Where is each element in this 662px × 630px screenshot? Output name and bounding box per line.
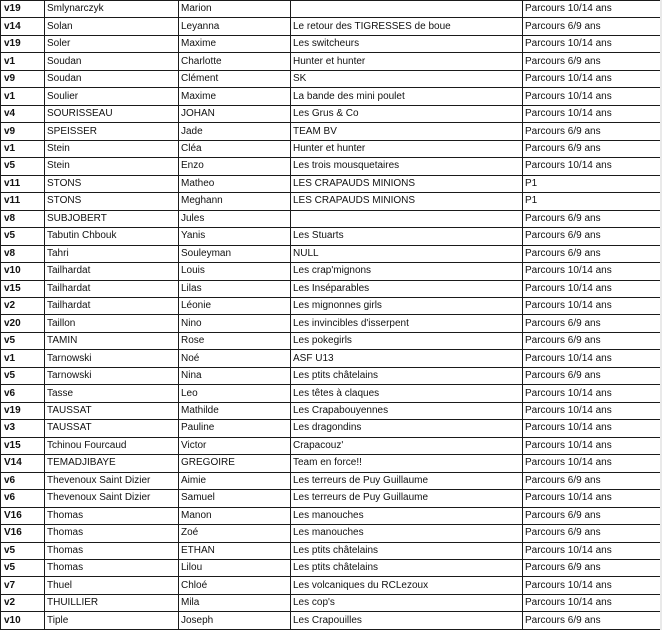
first-name-cell[interactable]: Chloé [179,577,291,594]
course-cell[interactable]: Parcours 6/9 ans [523,315,661,332]
table-row [1,1,661,18]
group-cell[interactable]: v5 [1,367,45,384]
team-cell[interactable] [291,1,523,18]
team-cell[interactable]: Les Grus & Co [291,105,523,122]
group-cell[interactable]: v20 [1,315,45,332]
course-cell[interactable]: Parcours 10/14 ans [523,420,661,437]
table-row [1,594,661,611]
team-cell[interactable]: Les ptits châtelains [291,542,523,559]
group-cell[interactable]: v15 [1,280,45,297]
last-name-cell[interactable]: Solan [45,18,179,35]
first-name-cell[interactable]: GREGOIRE [179,455,291,472]
last-name-cell[interactable]: Tarnowski [45,367,179,384]
table-row [1,35,661,52]
first-name-cell[interactable]: Charlotte [179,53,291,70]
last-name-cell[interactable]: Tarnowski [45,350,179,367]
table-row [1,577,661,594]
table-row [1,263,661,280]
group-cell[interactable]: v9 [1,70,45,87]
first-name-cell[interactable]: Jade [179,123,291,140]
course-cell[interactable]: Parcours 6/9 ans [523,228,661,245]
last-name-cell[interactable]: Tailhardat [45,297,179,314]
group-cell[interactable]: v14 [1,18,45,35]
last-name-cell[interactable]: Thomas [45,525,179,542]
group-cell[interactable]: v6 [1,490,45,507]
last-name-cell[interactable]: Thomas [45,560,179,577]
group-cell[interactable]: V16 [1,507,45,524]
group-cell[interactable]: v5 [1,332,45,349]
group-cell[interactable]: v4 [1,105,45,122]
team-cell[interactable]: Les Inséparables [291,280,523,297]
course-cell[interactable]: Parcours 6/9 ans [523,53,661,70]
table-row [1,88,661,105]
first-name-cell[interactable]: Nino [179,315,291,332]
first-name-cell[interactable]: Meghann [179,193,291,210]
course-cell[interactable]: Parcours 10/14 ans [523,437,661,454]
first-name-cell[interactable]: Zoé [179,525,291,542]
table-row [1,175,661,192]
first-name-cell[interactable]: Leo [179,385,291,402]
team-cell[interactable]: Les terreurs de Puy Guillaume [291,490,523,507]
group-cell[interactable]: v2 [1,594,45,611]
table-row [1,350,661,367]
last-name-cell[interactable]: THUILLIER [45,594,179,611]
group-cell[interactable]: v11 [1,193,45,210]
team-cell[interactable]: LES CRAPAUDS MINIONS [291,193,523,210]
course-cell[interactable]: Parcours 6/9 ans [523,367,661,384]
group-cell[interactable]: v8 [1,210,45,227]
first-name-cell[interactable]: ETHAN [179,542,291,559]
table-row [1,490,661,507]
team-cell[interactable]: Le retour des TIGRESSES de boue [291,18,523,35]
last-name-cell[interactable]: Tahri [45,245,179,262]
table-row [1,245,661,262]
course-cell[interactable]: Parcours 6/9 ans [523,123,661,140]
first-name-cell[interactable]: JOHAN [179,105,291,122]
course-cell[interactable]: Parcours 10/14 ans [523,594,661,611]
table-row [1,385,661,402]
table-row [1,210,661,227]
course-cell[interactable]: Parcours 10/14 ans [523,297,661,314]
course-cell[interactable]: Parcours 10/14 ans [523,385,661,402]
team-cell[interactable]: Les switcheurs [291,35,523,52]
group-cell[interactable]: v3 [1,420,45,437]
group-cell[interactable]: v10 [1,612,45,629]
first-name-cell[interactable]: Maxime [179,35,291,52]
last-name-cell[interactable]: Tchinou Fourcaud [45,437,179,454]
team-cell[interactable]: Les trois mousquetaires [291,158,523,175]
table-row [1,332,661,349]
first-name-cell[interactable]: Jules [179,210,291,227]
course-cell[interactable]: Parcours 6/9 ans [523,210,661,227]
first-name-cell[interactable]: Mila [179,594,291,611]
last-name-cell[interactable]: Thuel [45,577,179,594]
table-row [1,437,661,454]
first-name-cell[interactable]: Aimie [179,472,291,489]
team-cell[interactable]: Les terreurs de Puy Guillaume [291,472,523,489]
group-cell[interactable]: v1 [1,140,45,157]
course-cell[interactable]: Parcours 10/14 ans [523,35,661,52]
first-name-cell[interactable]: Enzo [179,158,291,175]
course-cell[interactable]: Parcours 10/14 ans [523,577,661,594]
team-cell[interactable]: Les Stuarts [291,228,523,245]
first-name-cell[interactable]: Samuel [179,490,291,507]
last-name-cell[interactable]: Tiple [45,612,179,629]
first-name-cell[interactable]: Marion [179,1,291,18]
last-name-cell[interactable]: TEMADJIBAYE [45,455,179,472]
group-cell[interactable]: v6 [1,472,45,489]
table-row [1,53,661,70]
first-name-cell[interactable]: Cléa [179,140,291,157]
group-cell[interactable]: v1 [1,53,45,70]
last-name-cell[interactable]: TAUSSAT [45,420,179,437]
first-name-cell[interactable]: Manon [179,507,291,524]
group-cell[interactable]: v10 [1,263,45,280]
last-name-cell[interactable]: Thevenoux Saint Dizier [45,472,179,489]
group-cell[interactable]: v5 [1,228,45,245]
table-row [1,560,661,577]
table-row [1,193,661,210]
first-name-cell[interactable]: Joseph [179,612,291,629]
first-name-cell[interactable]: Souleyman [179,245,291,262]
course-cell[interactable]: Parcours 10/14 ans [523,402,661,419]
team-cell[interactable]: Team en force!! [291,455,523,472]
course-cell[interactable]: Parcours 6/9 ans [523,18,661,35]
course-cell[interactable]: Parcours 6/9 ans [523,472,661,489]
first-name-cell[interactable]: Léonie [179,297,291,314]
table-row [1,158,661,175]
group-cell[interactable]: v19 [1,402,45,419]
course-cell[interactable]: P1 [523,175,661,192]
last-name-cell[interactable]: Thevenoux Saint Dizier [45,490,179,507]
first-name-cell[interactable]: Lilas [179,280,291,297]
team-cell[interactable]: Hunter et hunter [291,53,523,70]
last-name-cell[interactable]: Tailhardat [45,280,179,297]
first-name-cell[interactable]: Louis [179,263,291,280]
team-cell[interactable]: Les Crapouilles [291,612,523,629]
table-row [1,105,661,122]
first-name-cell[interactable]: Maxime [179,88,291,105]
course-cell[interactable]: Parcours 6/9 ans [523,140,661,157]
team-cell[interactable]: SK [291,70,523,87]
first-name-cell[interactable]: Noé [179,350,291,367]
table-row [1,367,661,384]
table-row [1,315,661,332]
table-row [1,297,661,314]
table-row [1,455,661,472]
table-row [1,70,661,87]
course-cell[interactable]: Parcours 6/9 ans [523,507,661,524]
course-cell[interactable]: Parcours 10/14 ans [523,542,661,559]
team-cell[interactable]: Les manouches [291,525,523,542]
team-cell[interactable]: Les têtes à claques [291,385,523,402]
course-cell[interactable]: Parcours 10/14 ans [523,1,661,18]
course-cell[interactable]: Parcours 10/14 ans [523,105,661,122]
last-name-cell[interactable]: SPEISSER [45,123,179,140]
last-name-cell[interactable]: TAMIN [45,332,179,349]
first-name-cell[interactable]: Rose [179,332,291,349]
team-cell[interactable]: Les ptits châtelains [291,367,523,384]
group-cell[interactable]: v15 [1,437,45,454]
team-cell[interactable]: La bande des mini poulet [291,88,523,105]
last-name-cell[interactable]: Tasse [45,385,179,402]
table-row [1,280,661,297]
last-name-cell[interactable]: SOURISSEAU [45,105,179,122]
last-name-cell[interactable]: Stein [45,140,179,157]
last-name-cell[interactable]: Soudan [45,53,179,70]
team-cell[interactable]: Les mignonnes girls [291,297,523,314]
last-name-cell[interactable]: Tailhardat [45,263,179,280]
group-cell[interactable]: v5 [1,158,45,175]
course-cell[interactable]: Parcours 10/14 ans [523,280,661,297]
team-cell[interactable]: Hunter et hunter [291,140,523,157]
team-cell[interactable] [291,210,523,227]
team-cell[interactable]: Les pokegirls [291,332,523,349]
last-name-cell[interactable]: Soler [45,35,179,52]
group-cell[interactable]: v8 [1,245,45,262]
last-name-cell[interactable]: Thomas [45,507,179,524]
last-name-cell[interactable]: STONS [45,175,179,192]
group-cell[interactable]: v1 [1,350,45,367]
last-name-cell[interactable]: Taillon [45,315,179,332]
table-row [1,525,661,542]
course-cell[interactable]: Parcours 6/9 ans [523,612,661,629]
table-row [1,472,661,489]
course-cell[interactable]: Parcours 10/14 ans [523,88,661,105]
course-cell[interactable]: P1 [523,193,661,210]
group-cell[interactable]: v6 [1,385,45,402]
team-cell[interactable]: ASF U13 [291,350,523,367]
group-cell[interactable]: v7 [1,577,45,594]
team-cell[interactable]: TEAM BV [291,123,523,140]
first-name-cell[interactable]: Clément [179,70,291,87]
first-name-cell[interactable]: Nina [179,367,291,384]
team-cell[interactable]: Crapacouz' [291,437,523,454]
course-cell[interactable]: Parcours 10/14 ans [523,158,661,175]
group-cell[interactable]: v11 [1,175,45,192]
last-name-cell[interactable]: TAUSSAT [45,402,179,419]
table-row [1,507,661,524]
first-name-cell[interactable]: Matheo [179,175,291,192]
course-cell[interactable]: Parcours 6/9 ans [523,332,661,349]
course-cell[interactable]: Parcours 6/9 ans [523,525,661,542]
group-cell[interactable]: v5 [1,542,45,559]
team-cell[interactable]: Les manouches [291,507,523,524]
course-cell[interactable]: Parcours 6/9 ans [523,245,661,262]
course-cell[interactable]: Parcours 10/14 ans [523,455,661,472]
first-name-cell[interactable]: Victor [179,437,291,454]
course-cell[interactable]: Parcours 10/14 ans [523,263,661,280]
team-cell[interactable]: Les volcaniques du RCLezoux [291,577,523,594]
group-cell[interactable]: v1 [1,88,45,105]
course-cell[interactable]: Parcours 6/9 ans [523,560,661,577]
first-name-cell[interactable]: Pauline [179,420,291,437]
table-row [1,612,661,629]
group-cell[interactable]: v9 [1,123,45,140]
team-cell[interactable]: Les dragondins [291,420,523,437]
last-name-cell[interactable]: Thomas [45,542,179,559]
first-name-cell[interactable]: Mathilde [179,402,291,419]
team-cell[interactable]: Les Crapabouyennes [291,402,523,419]
group-cell[interactable]: V14 [1,455,45,472]
course-cell[interactable]: Parcours 10/14 ans [523,490,661,507]
group-cell[interactable]: v19 [1,35,45,52]
table-row [1,420,661,437]
last-name-cell[interactable]: SUBJOBERT [45,210,179,227]
table-row [1,402,661,419]
team-cell[interactable]: NULL [291,245,523,262]
table-row [1,542,661,559]
last-name-cell[interactable]: Stein [45,158,179,175]
table-row [1,18,661,35]
table-row [1,123,661,140]
first-name-cell[interactable]: Lilou [179,560,291,577]
team-cell[interactable]: Les invincibles d'isserpent [291,315,523,332]
last-name-cell[interactable]: Soulier [45,88,179,105]
table-row [1,228,661,245]
first-name-cell[interactable]: Leyanna [179,18,291,35]
last-name-cell[interactable]: Soudan [45,70,179,87]
first-name-cell[interactable]: Yanis [179,228,291,245]
team-cell[interactable]: Les ptits châtelains [291,560,523,577]
team-cell[interactable]: LES CRAPAUDS MINIONS [291,175,523,192]
last-name-cell[interactable]: STONS [45,193,179,210]
group-cell[interactable]: V16 [1,525,45,542]
group-cell[interactable]: v19 [1,1,45,18]
participants-table-body [1,1,661,630]
course-cell[interactable]: Parcours 10/14 ans [523,70,661,87]
group-cell[interactable]: v2 [1,297,45,314]
group-cell[interactable]: v5 [1,560,45,577]
course-cell[interactable]: Parcours 10/14 ans [523,350,661,367]
table-row [1,140,661,157]
last-name-cell[interactable]: Tabutin Chbouk [45,228,179,245]
team-cell[interactable]: Les crap'mignons [291,263,523,280]
last-name-cell[interactable]: Smlynarczyk [45,1,179,18]
team-cell[interactable]: Les cop's [291,594,523,611]
